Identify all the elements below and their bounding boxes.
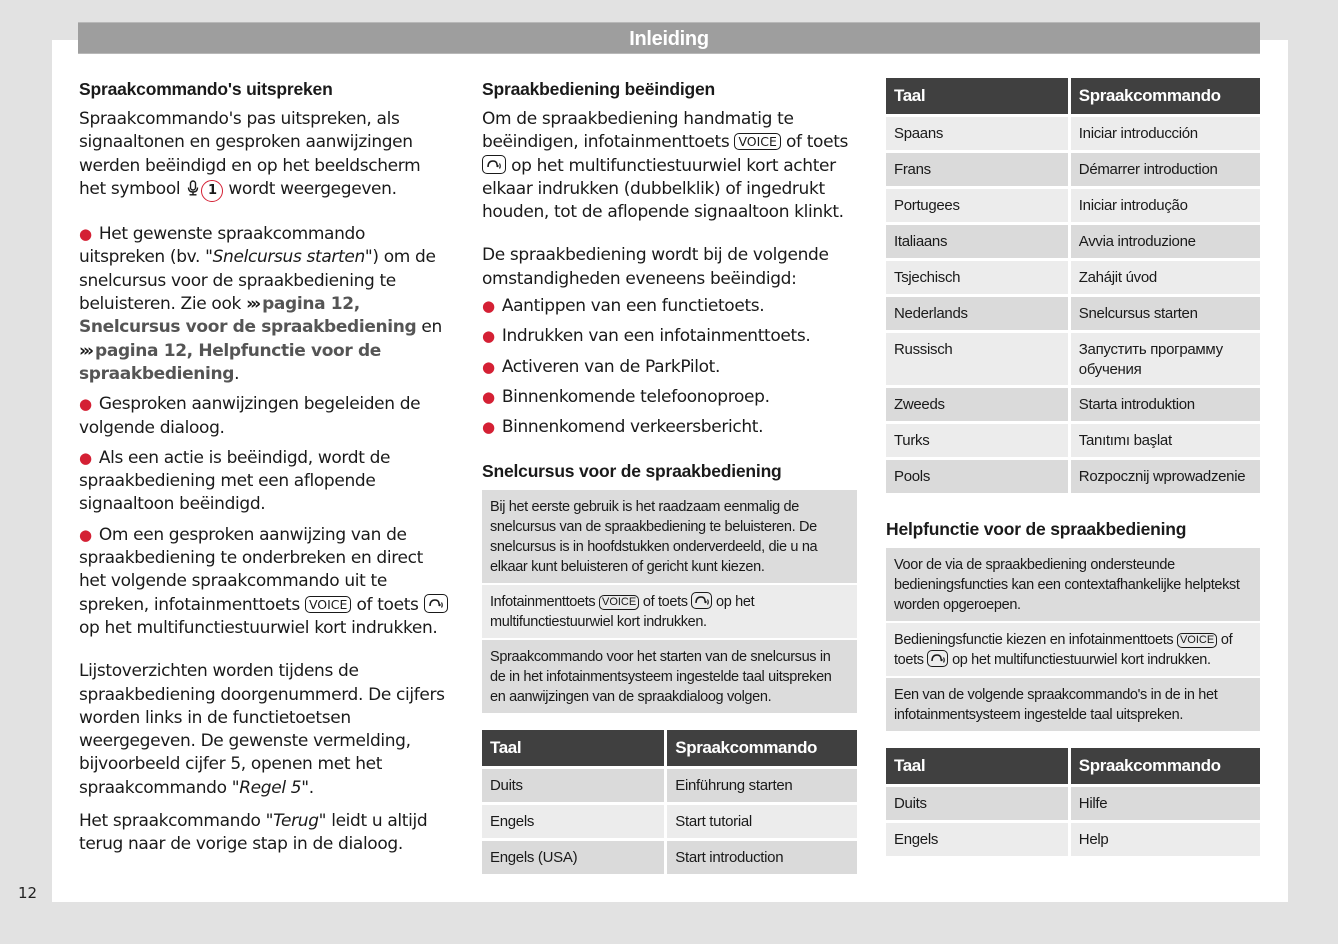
bullet-icon: ● (482, 297, 495, 316)
bullet-icon: ● (79, 448, 92, 467)
column-header-spraakcommando: Spraakcommando (667, 730, 857, 766)
cross-reference-arrow-icon: ››› (246, 294, 259, 315)
heading-spraakcommandos-uitspreken: Spraakcommando's uitspreken (79, 79, 333, 99)
bullet-icon: ● (79, 225, 92, 244)
table-row: Engels Help (886, 823, 1260, 856)
bullet-icon: ● (482, 357, 495, 376)
bullet-item: ● Activeren van de ParkPilot. (482, 356, 721, 377)
section-title-bar: Inleiding (78, 22, 1260, 54)
list-numbering-paragraph: Lijstoverzichten worden tijdens de spraakbediening doorgenummerd. De cijfers worden links in de functietoetsen weergegeven. De gewenste vermelding, bijvoorbeeld cijfer 5, openen met het spraakcommando "Regel 5". (79, 661, 445, 798)
column-header-taal: Taal (482, 730, 664, 766)
bullet-item: ● Als een actie is beëindigd, wordt de spraakbediening met een aflopende signaaltoon beëindigd. (79, 447, 391, 515)
link-helpfunctie[interactable]: pagina 12, Helpfunctie voor de spraakbediening (79, 340, 381, 384)
steering-wheel-voice-button-icon (482, 155, 506, 174)
page-number: 12 (18, 884, 38, 902)
table-row: Turks Tanıtımı başlat (886, 424, 1260, 457)
steering-wheel-voice-button-icon (927, 650, 948, 667)
info-box: Bij het eerste gebruik is het raadzaam eenmalig de snelcursus van de spraakbediening te beluisteren. De snelcursus is in hoofdstukken onderverdeeld, die u na elkaar kunt beluisteren of gericht kunt kiezen. (482, 490, 857, 583)
table-row: Portugees Iniciar introdução (886, 189, 1260, 222)
column-2 (482, 78, 857, 877)
callout-number-icon: 1 (201, 180, 223, 202)
language-command-table (479, 727, 860, 877)
step-box: Infotainmenttoets VOICE of toets op het multifunctiestuurwiel kort indrukken. (482, 585, 857, 638)
table-row: Tsjechisch Zahájit úvod (886, 261, 1260, 294)
voice-key-icon: VOICE (1177, 633, 1217, 648)
table-row: Pools Rozpocznij wprowadzenie (886, 460, 1260, 493)
circumstances-paragraph: De spraakbediening wordt bij de volgende omstandigheden eveneens beëindigd: (482, 245, 829, 289)
column-header-taal: Taal (886, 748, 1068, 784)
step-box: Spraakcommando voor het starten van de snelcursus in de in het infotainmentsysteem ingestelde taal uitspreken en aanwijzingen van de spraakdialoog volgen. (482, 640, 857, 713)
heading-helpfunctie: Helpfunctie voor de spraakbediening (886, 519, 1187, 539)
terug-paragraph: Het spraakcommando "Terug" leidt u altijd terug naar de vorige stap in de dialoog. (79, 811, 428, 855)
bullet-item: ● Het gewenste spraakcommando uitspreken (bv. "Snelcursus starten") om de snelcursus voor de spraakbediening te beluisteren. Zie ook ››› pagina 12, Snelcursus voor de spraakbediening en ››› pagina 12, Helpfunctie voor de spraakbediening. (79, 224, 442, 384)
bullet-item: ● Indrukken van een infotainmenttoets. (482, 326, 811, 347)
bullet-item: ● Gesproken aanwijzingen begeleiden de volgende dialoog. (79, 394, 421, 438)
intro-paragraph: Spraakcommando's pas uitspreken, als signaaltonen en gesproken aanwijzingen werden beëindigd en op het beeldscherm het symbool 1 wordt weergegeven. (79, 108, 451, 203)
end-voice-paragraph: Om de spraakbediening handmatig te beëindigen, infotainmenttoets VOICE of toets op het multifunctiestuurwiel kort achter elkaar indrukken (dubbelklik) of ingedrukt houden, tot de aflopende signaaltoon klinkt. (482, 109, 849, 223)
table-row: Duits Hilfe (886, 787, 1260, 820)
table-row: Italiaans Avvia introduzione (886, 225, 1260, 258)
cross-reference-arrow-icon: ››› (79, 340, 92, 361)
column-header-taal: Taal (886, 78, 1068, 114)
link-snelcursus[interactable]: pagina 12, Snelcursus voor de spraakbediening (79, 294, 417, 338)
table-row: Engels Start tutorial (482, 805, 857, 838)
language-command-table (883, 745, 1263, 859)
bullet-icon: ● (482, 327, 495, 346)
heading-spraakbediening-beeindigen: Spraakbediening beëindigen (482, 79, 716, 99)
steering-wheel-voice-button-icon (424, 594, 448, 613)
bullet-icon: ● (79, 525, 92, 544)
column-header-spraakcommando: Spraakcommando (1071, 748, 1260, 784)
step-box: Bedieningsfunctie kiezen en infotainmenttoets VOICE of toets op het multifunctiestuurwiel kort indrukken. (886, 623, 1260, 676)
bullet-item: ● Binnenkomend verkeersbericht. (482, 417, 764, 438)
steering-wheel-voice-button-icon (691, 592, 712, 609)
bullet-item: ● Aantippen van een functietoets. (482, 296, 765, 317)
column-3 (886, 78, 1260, 859)
heading-snelcursus: Snelcursus voor de spraakbediening (482, 460, 782, 481)
voice-key-icon: VOICE (599, 595, 639, 610)
voice-key-icon: VOICE (734, 133, 780, 150)
column-1 (79, 78, 451, 857)
language-command-table (883, 75, 1263, 496)
table-row: Zweeds Starta introduktion (886, 388, 1260, 421)
column-header-spraakcommando: Spraakcommando (1071, 78, 1260, 114)
bullet-icon: ● (482, 387, 495, 406)
table-row: Russisch Запустить программу обучения (886, 333, 1260, 385)
bullet-icon: ● (482, 418, 495, 437)
step-box: Een van de volgende spraakcommando's in de in het infotainmentsysteem ingestelde taal uitspreken. (886, 678, 1260, 731)
bullet-item: ● Om een gesproken aanwijzing van de spraakbediening te onderbreken en direct het volgende spraakcommando uit te spreken, infotainmenttoets VOICE of toets op het multifunctiestuurwiel kort indrukken. (79, 524, 451, 640)
table-row: Nederlands Snelcursus starten (886, 297, 1260, 330)
bullet-icon: ● (79, 395, 92, 414)
table-row: Spaans Iniciar introducción (886, 117, 1260, 150)
bullet-item: ● Binnenkomende telefoonoproep. (482, 386, 770, 407)
info-box: Voor de via de spraakbediening ondersteunde bedieningsfuncties kan een contextafhankelijke helptekst worden opgeroepen. (886, 548, 1260, 621)
voice-key-icon: VOICE (305, 596, 351, 613)
table-row: Engels (USA) Start introduction (482, 841, 857, 874)
microphone-icon (187, 180, 199, 203)
table-row: Frans Démarrer introduction (886, 153, 1260, 186)
table-row: Duits Einführung starten (482, 769, 857, 802)
